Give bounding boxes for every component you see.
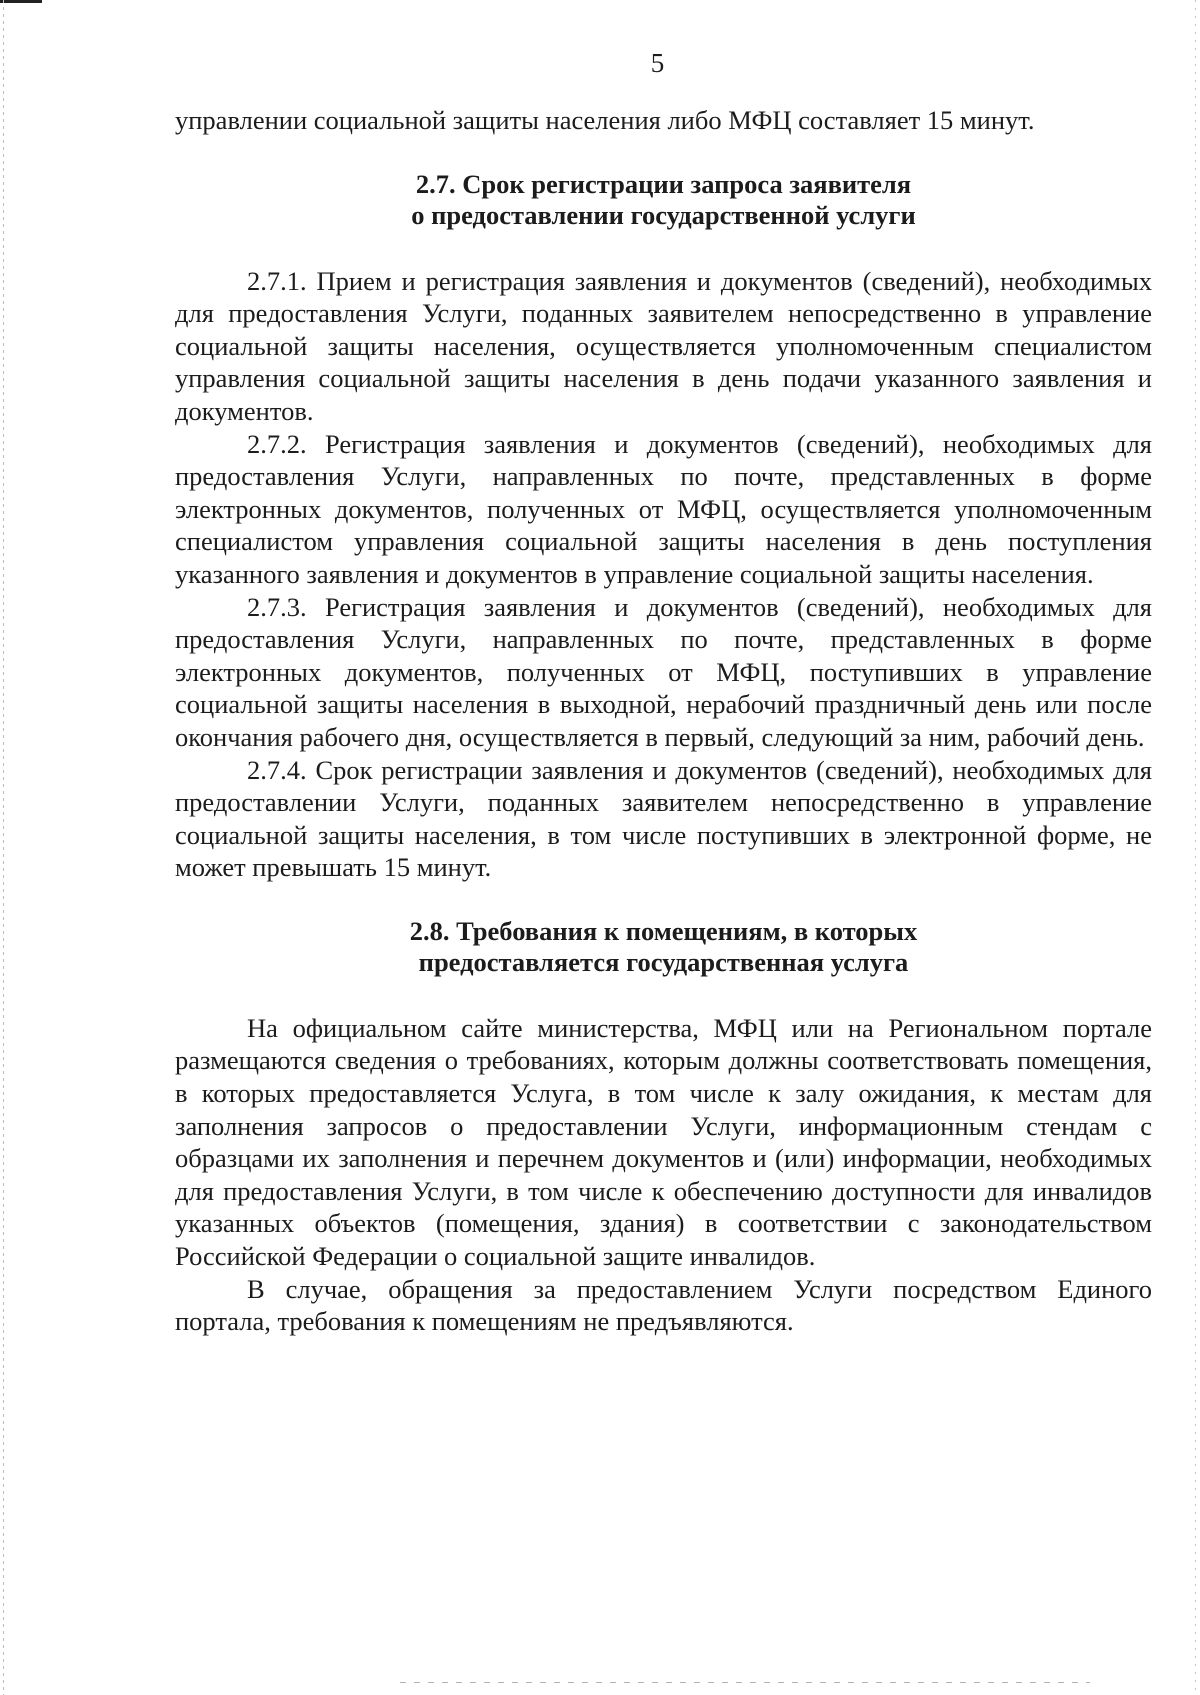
scan-left-edge <box>3 0 4 1695</box>
paragraph-2-7-2: 2.7.2. Регистрация заявления и документов (сведений), необходимых для предоставления Услуги, направленных по почте, представленных в форме электронных документов, полученных от МФЦ, осуществляется уполномоченным специалистом управления социальной защиты населения в день поступления указанного заявления и документов в управление социальной защиты населения. <box>175 428 1152 589</box>
document-body <box>175 104 1152 1338</box>
section-2-8-heading <box>175 916 1152 978</box>
paragraph-2-7-4: 2.7.4. Срок регистрации заявления и документов (сведений), необходимых для предоставлении Услуги, поданных заявителем непосредственно в управление социальной защиты населения, в том числе поступивших в электронной форме, не может превышать 15 минут. <box>175 754 1152 883</box>
section-2-7-heading <box>175 169 1152 231</box>
scan-bottom-noise <box>400 1682 1090 1683</box>
paragraph-2-7-3: 2.7.3. Регистрация заявления и документов (сведений), необходимых для предоставления Услуги, направленных по почте, представленных в форме электронных документов, полученных от МФЦ, поступивших в управление социальной защиты населения в выходной, нерабочий праздничный день или после окончания рабочего дня, осуществляется в первый, следующий за ним, рабочий день. <box>175 591 1152 752</box>
paragraph-2-8-1: На официальном сайте министерства, МФЦ или на Региональном портале размещаются сведения о требованиях, которым должны соответствовать помещения, в которых предоставляется Услуга, в том числе к залу ожидания, к местам для заполнения запросов о предоставлении Услуги, информационным стендам с образцами их заполнения и перечнем документов и (или) информации, необходимых для предоставления Услуги, в том числе к обеспечению доступности для инвалидов указанных объектов (помещения, здания) в соответствии с законодательством Российской Федерации о социальной защите инвалидов. <box>175 1012 1152 1272</box>
scan-corner-mark <box>0 0 42 3</box>
section-2-7-heading-line-1: 2.7. Срок регистрации запроса заявителя <box>415 168 912 199</box>
paragraph-2-8-2: В случае, обращения за предоставлением Услуги посредством Единого портала, требования к помещениям не предъявляются. <box>175 1273 1152 1337</box>
paragraph-2-7-1: 2.7.1. Прием и регистрация заявления и документов (сведений), необходимых для предоставления Услуги, поданных заявителем непосредственно в управление социальной защиты населения, осуществляется уполномоченным специалистом управления социальной защиты населения в день подачи указанного заявления и документов. <box>175 265 1152 426</box>
section-2-8-heading-line-2: предоставляется государственная услуга <box>418 946 909 977</box>
intro-paragraph: управлении социальной защиты населения либо МФЦ составляет 15 минут. <box>175 105 1035 135</box>
section-2-7-heading-line-2: о предоставлении государственной услуги <box>411 199 916 230</box>
section-2-8-heading-line-1: 2.8. Требования к помещениям, в которых <box>409 915 918 946</box>
scan-right-edge <box>1195 0 1196 1695</box>
page-number: 5 <box>650 48 665 78</box>
